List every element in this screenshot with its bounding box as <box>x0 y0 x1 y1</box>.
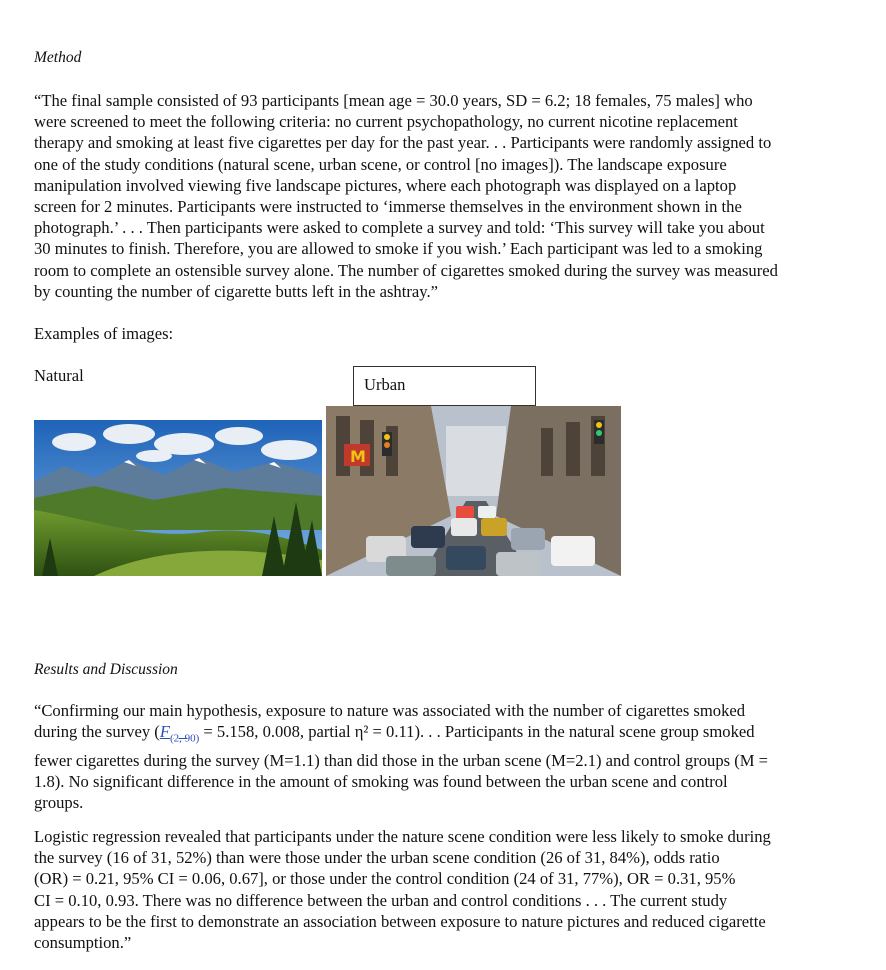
text-line: room to complete an ostensible survey alone. The number of cigarettes smoked during the survey was measured <box>34 260 778 280</box>
text-segment: = 5.158, 0.008, partial η² = 0.11). . . Participants in the natural scene group smoked <box>199 722 755 742</box>
results-paragraph-2 <box>34 826 860 953</box>
text-line: CI = 0.10, 0.93. There was no difference between the urban and control conditions . . . The current study <box>34 890 728 910</box>
results-paragraph-1 <box>34 700 860 813</box>
text-line: 1.8). No significant difference in the amount of smoking was found between the urban scene and control <box>34 771 728 791</box>
text-line: “The final sample consisted of 93 participants [mean age = 30.0 years, SD = 6.2; 18 females, 75 males] who <box>34 91 753 110</box>
text-line: Logistic regression revealed that participants under the nature scene condition were less likely to smoke during <box>34 827 771 846</box>
f-symbol: F <box>159 722 170 742</box>
method-heading: Method <box>34 49 82 66</box>
text-line: groups. <box>34 793 84 813</box>
text-line: were screened to meet the following criteria: no current psychopathology, no current nicotine replacement <box>34 112 738 132</box>
text-line: the survey (16 of 31, 52%) than were those under the urban scene condition (26 of 31, 84%), odds ratio <box>34 848 720 868</box>
text-line: (OR) = 0.21, 95% CI = 0.06, 0.67], or those under the control condition (24 of 31, 77%), OR = 0.31, 95% <box>34 869 736 889</box>
text-line: one of the study conditions (natural scene, urban scene, or control [no images]). The landscape exposure <box>34 154 727 174</box>
urban-label-box <box>353 366 536 406</box>
text-line: photograph.’ . . . Then participants were asked to complete a survey and told: ‘This survey will take you about <box>34 218 765 238</box>
urban-label: Urban <box>364 375 406 394</box>
text-line: fewer cigarettes during the survey (M=1.1) than did those in the urban scene (M=2.1) and control groups (M = <box>34 750 769 770</box>
natural-landscape-image <box>34 420 322 576</box>
text-line: appears to be the first to demonstrate an association between exposure to nature pictures and reduced cigarette <box>34 911 766 931</box>
text-line: 30 minutes to finish. Therefore, you are allowed to smoke if you wish.’ Each participant was led to a smoking <box>34 239 763 259</box>
text-line: consumption.” <box>34 933 132 953</box>
text-segment: during the survey ( <box>34 722 160 742</box>
text-line: by counting the number of cigarette butts left in the ashtray.” <box>34 281 438 301</box>
f-statistic-link[interactable] <box>159 722 200 745</box>
urban-street-image <box>326 406 621 576</box>
examples-label: Examples of images: <box>34 324 174 343</box>
degrees-of-freedom: (2, 90) <box>169 732 200 745</box>
method-paragraph <box>34 90 860 302</box>
text-line: therapy and smoking at least five cigarettes per day for the past year. . . Participants were randomly assigned to <box>34 133 772 153</box>
natural-label: Natural <box>34 366 84 385</box>
text-line: manipulation involved viewing five landscape pictures, where each photograph was displayed on a laptop <box>34 175 737 195</box>
svg-text:M: M <box>350 447 366 466</box>
text-line: “Confirming our main hypothesis, exposure to nature was associated with the number of cigarettes smoked <box>34 701 746 720</box>
text-line: screen for 2 minutes. Participants were instructed to ‘immerse themselves in the environment shown in the <box>34 197 742 217</box>
results-heading: Results and Discussion <box>34 661 178 678</box>
text-line-with-statistic <box>34 721 860 750</box>
